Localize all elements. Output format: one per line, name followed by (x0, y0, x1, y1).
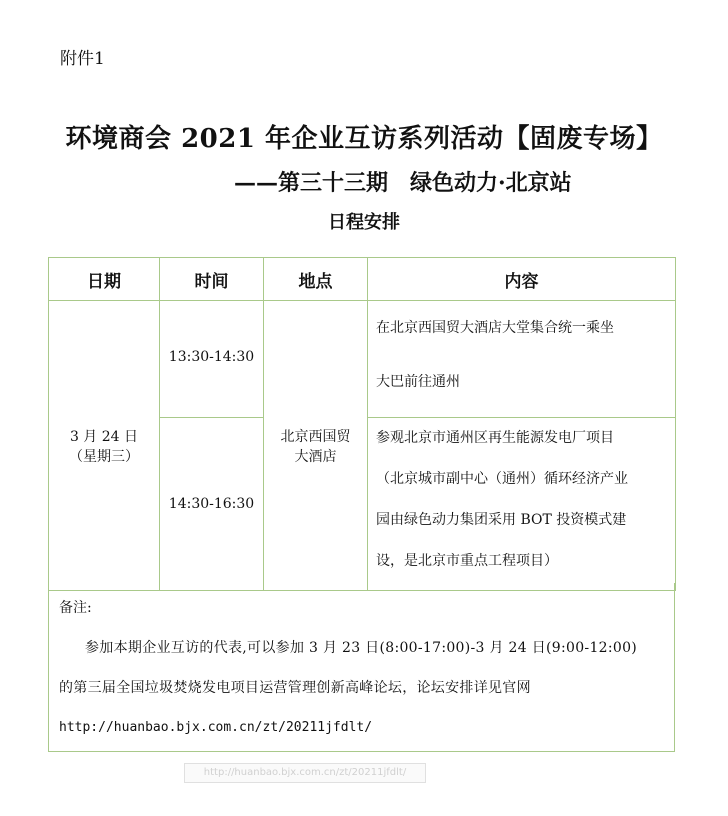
subtitle-site: 绿色动力·北京站 (410, 170, 572, 196)
notes-url: http://huanbao.bjx.com.cn/zt/20211jfdlt/ (59, 720, 373, 735)
location-cell: 北京西国贸大酒店 (264, 301, 368, 591)
page-title: 环境商会 2021 年企业互访系列活动【固废专场】 (65, 124, 663, 154)
header-time: 时间 (160, 258, 264, 301)
content-line: （北京城市副中心（通州）循环经济产业 (376, 471, 628, 487)
date-cell (49, 301, 160, 591)
attachment-label: 附件1 (60, 49, 105, 69)
content-line: 参观北京市通州区再生能源发电厂项目 (376, 430, 614, 446)
content-line: 设，是北京市重点工程项目） (376, 553, 558, 569)
content-line: 在北京西国贸大酒店大堂集合统一乘坐 (376, 320, 614, 336)
content-cell (368, 418, 676, 591)
date-text: 3 月 24 日 (69, 428, 139, 445)
table-row (49, 301, 676, 418)
subtitle-issue: ——第三十三期 (234, 170, 389, 196)
notes-label: 备注: (59, 600, 92, 616)
notes-text: 的第三届全国垃圾焚烧发电项目运营管理创新高峰论坛，论坛安排详见官网 (59, 680, 531, 696)
header-date: 日期 (49, 258, 160, 301)
watermark: http://huanbao.bjx.com.cn/zt/20211jfdlt/ (184, 763, 426, 783)
page-subtitle (234, 166, 572, 197)
table-header-row (49, 258, 676, 301)
notes-box (48, 583, 675, 752)
time-cell: 14:30-16:30 (160, 418, 264, 591)
header-location: 地点 (264, 258, 368, 301)
content-cell (368, 301, 676, 418)
content-line: 园由绿色动力集团采用 BOT 投资模式建 (376, 512, 627, 528)
schedule-table (48, 257, 676, 591)
time-cell: 13:30-14:30 (160, 301, 264, 418)
content-line: 大巴前往通州 (376, 374, 460, 390)
notes-text: 参加本期企业互访的代表,可以参加 3 月 23 日(8:00-17:00)-3 月 24 日(9:00-12:00) (85, 640, 638, 656)
weekday-text: （星期三） (69, 448, 139, 465)
header-content: 内容 (368, 258, 676, 301)
schedule-heading: 日程安排 (328, 212, 400, 233)
